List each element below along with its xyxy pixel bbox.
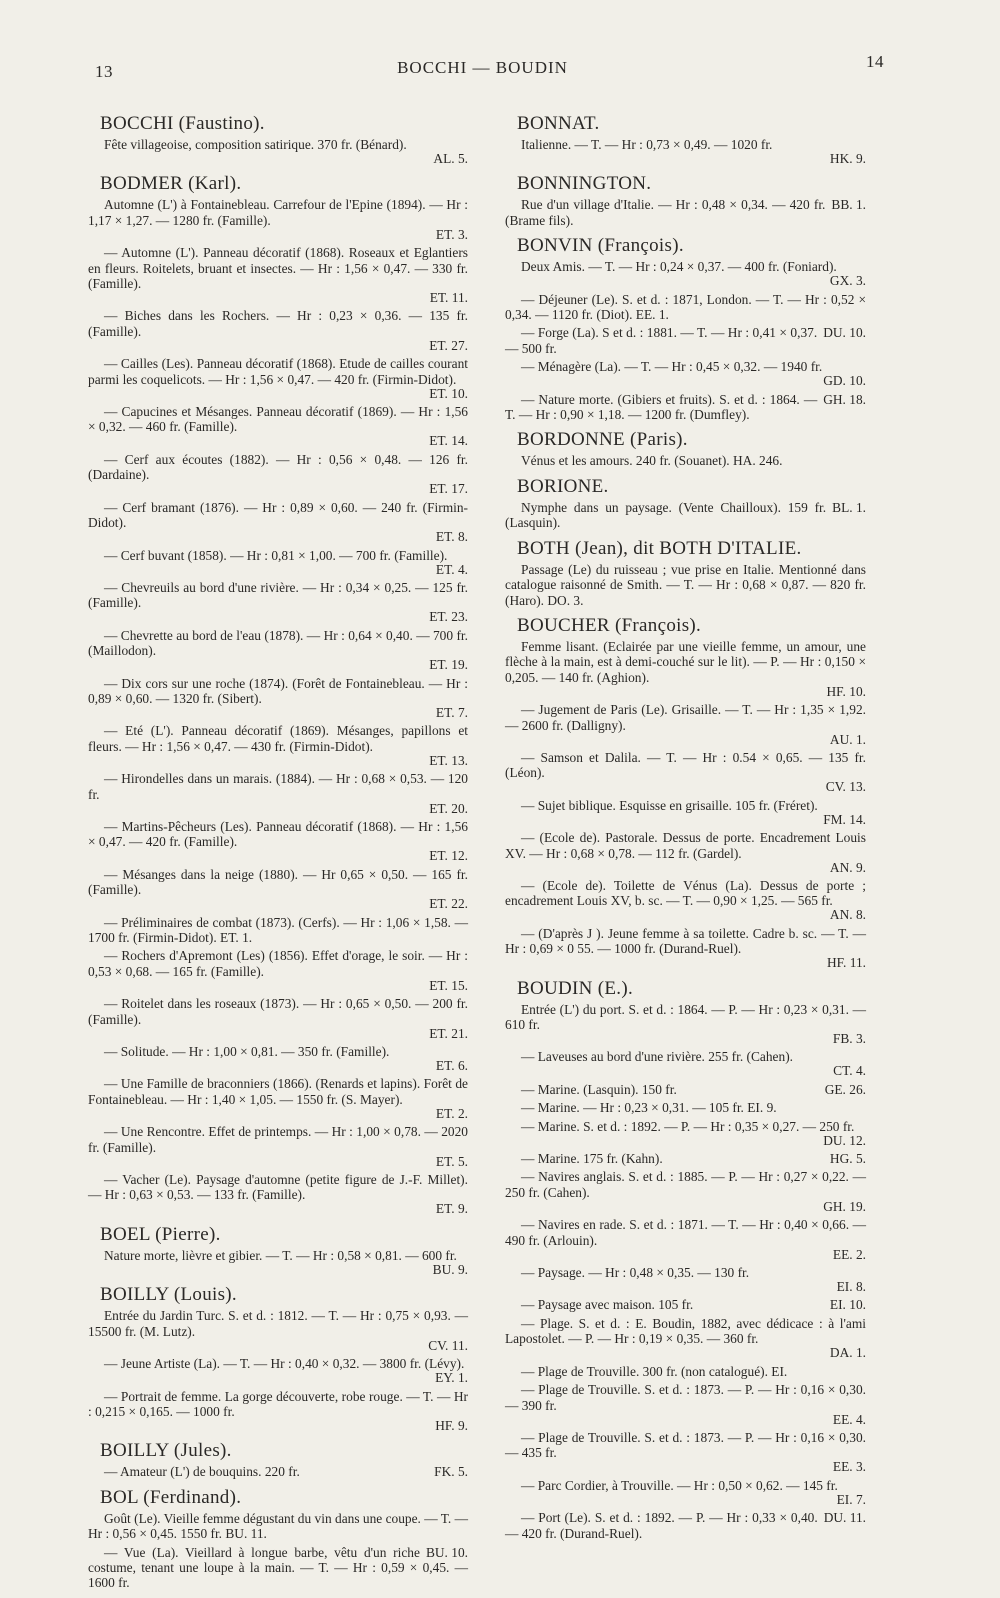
sale-reference: DU. 11. [823,1510,866,1526]
sale-description: — Amateur (L') de bouquins. 220 fr. [104,1464,300,1480]
sale-reference: FB. 3. [832,1031,866,1046]
running-head [95,52,884,84]
artist-entry [505,113,868,166]
sale-description: — Vacher (Le). Paysage d'automne (petite figure de J.-F. Millet). — Hr : 0,63 × 0,53. — 133 fr. (Famille). [88,1172,468,1203]
sale-record [505,830,868,875]
sale-record [505,1430,868,1475]
sale-reference: DU. 12. [823,1132,866,1148]
sale-record [505,1316,868,1361]
sale-reference: HF. 9. [435,1417,468,1433]
sale-record [505,325,868,356]
sale-reference: EY. 1. [435,1370,468,1386]
artist-name: BOCCHI (Faustino). [100,113,265,134]
sale-description: — Nature morte. (Gibiers et fruits). S. et d. : 1864. — T. — Hr : 0,90 × 1,18. — 1200 fr. (Dumfley). [505,391,818,423]
sale-record [505,197,868,228]
sale-reference: HG. 5. [829,1151,866,1167]
sale-description: Femme lisant. (Eclairée par une vieille femme, un amour, une flèche à la main, est à demi-couché sur le lit). — P. — Hr : 0,150 × 0,205. — 140 fr. (Aghion). [505,638,866,685]
sale-record [505,878,868,923]
sale-description: — Marine. — Hr : 0,23 × 0,31. — 105 fr. EI. 9. [521,1100,777,1116]
sale-description: — Capucines et Mésanges. Panneau décoratif (1869). — Hr : 1,56 × 0,32. — 460 fr. (Famille). [88,404,468,435]
artist-entry [505,538,868,608]
sale-record [88,996,470,1041]
artist-entry [88,113,470,166]
artist-entry [88,1284,470,1433]
sale-reference: ET. 9. [435,1201,468,1217]
sale-reference: EI. 8. [836,1279,866,1295]
sale-record [505,1082,868,1097]
sale-description: — Chevreuils au bord d'une rivière. — Hr : 0,34 × 0,25. — 125 fr. (Famille). [88,579,468,611]
sale-reference: ET. 6. [435,1058,468,1074]
sale-reference: GH. 19. [823,1198,866,1214]
sale-description: — Ménagère (La). — T. — Hr : 0,45 × 0,32. — 1940 fr. [521,359,823,375]
sale-record [505,1364,868,1379]
sale-description: — Roitelet dans les roseaux (1873). — Hr : 0,65 × 0,50. — 200 fr. (Famille). [88,996,468,1027]
sale-record [88,1389,470,1434]
sale-record [88,867,470,912]
artist-name: BONNINGTON. [517,173,652,195]
sale-reference: BU. 9. [432,1261,468,1277]
sale-record [88,197,470,242]
sale-record [88,1044,470,1073]
sale-reference: BB. 1. [831,197,866,213]
sale-description: — Martins-Pêcheurs (Les). Panneau décoratif (1868). — Hr : 1,56 × 0,47. — 420 fr. (Famille). [88,818,468,850]
sale-record [505,926,868,971]
sale-record [88,915,470,946]
sale-reference: BL. 1. [832,499,866,515]
sale-record [505,259,868,288]
sale-record [88,308,470,353]
sale-description: Vénus et les amours. 240 fr. (Souanet). HA. 246. [521,453,783,469]
sale-record [505,750,868,795]
sale-record [88,819,470,864]
sale-reference: FM. 14. [823,811,866,827]
sale-reference: ET. 7. [435,704,468,720]
sale-description: Passage (Le) du ruisseau ; vue prise en Italie. Mentionné dans catalogue raisonné de Smith. — T. — Hr : 0,68 × 0,87. — 820 fr. (Haro). DO. 3. [505,561,866,608]
sale-description: — Marine. 175 fr. (Kahn). [521,1151,663,1167]
page-number-left: 13 [95,62,113,81]
artist-name: BOUDIN (E.). [517,977,633,999]
artist-name: BOL (Ferdinand). [100,1486,242,1508]
sale-description: — Plage de Trouville. 300 fr. (non catalogué). EI. [521,1363,788,1379]
sale-description: Italienne. — T. — Hr : 0,73 × 0,49. — 1020 fr. [521,137,773,152]
sale-record [505,562,868,608]
artist-name: BORDONNE (Paris). [517,429,688,451]
sale-reference: GD. 10. [823,373,866,389]
sale-description: Goût (Le). Vieille femme dégustant du vin dans une coupe. — T. — Hr : 0,56 × 0,45. 1550 fr. BU. 11. [88,1510,469,1542]
sale-description: — Marine. (Lasquin). 150 fr. [521,1081,677,1097]
sale-record [505,500,868,531]
artist-name: BOUCHER (François). [517,614,702,636]
sale-record [88,500,470,545]
sale-reference: ET. 22. [429,896,468,912]
sale-reference: ET. 14. [429,433,468,449]
sale-description: — Hirondelles dans un marais. (1884). — Hr : 0,68 × 0,53. — 120 fr. [88,771,468,802]
sale-reference: ET. 23. [429,609,468,625]
sale-record [505,1265,868,1294]
sale-description: — Laveuses au bord d'une rivière. 255 fr. (Cahen). [521,1049,793,1065]
sale-reference: CV. 11. [428,1337,468,1353]
sale-reference: EE. 4. [832,1411,866,1427]
sale-record [505,1100,868,1115]
sale-description: — Une Rencontre. Effet de printemps. — Hr : 1,00 × 0,78. — 2020 fr. (Famille). [88,1124,468,1155]
sale-reference: HF. 10. [826,683,866,699]
left-column [88,113,470,1598]
sale-reference: HF. 11. [827,955,866,971]
sale-description: Entrée (L') du port. S. et d. : 1864. — P. — Hr : 0,23 × 0,31. — 610 fr. [505,1001,866,1032]
sale-reference: ET. 11. [429,290,468,306]
sale-reference: ET. 19. [429,657,468,673]
sale-description: Automne (L') à Fontainebleau. Carrefour de l'Epine (1894). — Hr : 1,17 × 1,27. — 1280 fr. (Famille). [88,197,468,228]
sale-description: — Mésanges dans la neige (1880). — Hr 0,65 × 0,50. — 165 fr. (Famille). [88,866,468,898]
sale-description: — Chevrette au bord de l'eau (1878). — Hr : 0,64 × 0,40. — 700 fr. (Maillodon). [88,627,468,659]
artist-name: BOILLY (Jules). [100,1440,232,1462]
sale-description: — Portrait de femme. La gorge découverte, robe rouge. — T. — Hr : 0,215 × 0,165. — 1000 fr. [88,1388,468,1419]
sale-description: — Paysage avec maison. 105 fr. [521,1297,694,1313]
sale-record [88,548,470,577]
sale-description: — Navires en rade. S. et d. : 1871. — T. — Hr : 0,40 × 0,66. — 490 fr. (Arlouin). [505,1217,866,1248]
sale-record [88,771,470,816]
sale-reference: DU. 10. [823,325,866,341]
sale-record [505,639,868,699]
sale-record [88,245,470,305]
sale-reference: HK. 9. [829,151,866,166]
sale-record [505,453,868,468]
artist-entry [88,1487,470,1591]
artist-name: BOILLY (Louis). [100,1284,237,1306]
sale-reference: ET. 10. [429,385,468,401]
sale-reference: EI. 7. [836,1491,866,1507]
sale-record [88,1356,470,1385]
sale-reference: ET. 2. [435,1105,468,1121]
sale-record [505,1169,868,1214]
sale-description: — Marine. S. et d. : 1892. — P. — Hr : 0,35 × 0,27. — 250 fr. [521,1118,855,1134]
sale-description: — Solitude. — Hr : 1,00 × 0,81. — 350 fr. (Famille). [104,1044,390,1060]
sale-reference: ET. 4. [435,561,468,577]
sale-description: — Cailles (Les). Panneau décoratif (1868). Etude de cailles courant parmi les coquelicots. — Hr : 1,56 × 0,47. — 420 fr. (Firmin-Didot). [88,356,468,387]
sale-reference: ET. 15. [429,977,468,993]
sale-record [88,580,470,625]
sale-description: — (Ecole de). Pastorale. Dessus de porte. Encadrement Louis XV. — Hr : 0,68 × 0,78. — 112 fr. (Gardel). [505,830,866,861]
sale-record [88,452,470,497]
artist-entry [505,615,868,971]
sale-record [88,1248,470,1277]
sale-record [88,137,470,166]
artist-entry [505,235,868,422]
sale-record [88,1308,470,1353]
sale-record [88,628,470,673]
running-title: BOCCHI — BOUDIN [397,58,568,77]
artist-entry [505,173,868,228]
sale-reference: AL. 5. [433,151,468,166]
artist-name: BONVIN (François). [517,235,684,257]
sale-description: — Paysage. — Hr : 0,48 × 0,35. — 130 fr. [521,1265,750,1281]
sale-reference: ET. 27. [429,337,468,353]
sale-record [505,798,868,827]
sale-description: — Plage de Trouville. S. et d. : 1873. — P. — Hr : 0,16 × 0,30. — 435 fr. [505,1429,866,1461]
sale-description: — Biches dans les Rochers. — Hr : 0,23 × 0,36. — 135 fr. (Famille). [88,308,468,339]
sale-description: — Une Famille de braconniers (1866). (Renards et lapins). Forêt de Fontainebleau. — Hr : 1,40 × 1,05. — 1550 fr. (S. Mayer). [88,1076,468,1107]
artist-name: BOTH (Jean), dit BOTH D'ITALIE. [517,537,802,559]
sale-record [505,359,868,388]
sale-record [88,1545,470,1591]
sale-record [505,1002,868,1047]
sale-record [88,1511,470,1542]
sale-record [505,1119,868,1148]
sale-record [88,1124,470,1169]
sale-reference: EI. 10. [829,1297,866,1313]
sale-description: — Dix cors sur une roche (1874). (Forêt de Fontainebleau. — Hr : 0,89 × 0,60. — 1320 fr. (Sibert). [88,675,468,706]
artist-entry [88,1440,470,1479]
sale-record [88,1172,470,1217]
right-column [505,113,868,1548]
sale-record [505,137,868,166]
sale-reference: GH. 18. [823,391,866,407]
sale-description: — Déjeuner (Le). S. et d. : 1871, London. — T. — Hr : 0,52 × 0,34. — 1120 fr. (Diot). EE. 1. [505,291,866,323]
artist-name: BONNAT. [517,113,600,134]
page-number-right: 14 [866,52,884,71]
sale-description: — (Ecole de). Toilette de Vénus (La). Dessus de porte ; encadrement Louis XV, b. sc. — T. — 0,90 × 1,25. — 565 fr. [505,877,866,909]
sale-record [505,1217,868,1262]
sale-description: — Cerf buvant (1858). — Hr : 0,81 × 1,00. — 700 fr. (Famille). [104,547,448,563]
sale-reference: FK. 5. [434,1464,468,1480]
sale-description: — Préliminaires de combat (1873). (Cerfs). — Hr : 1,06 × 1,58. — 1700 fr. (Firmin-Didot). ET. 1. [88,914,468,945]
sale-record [88,1076,470,1121]
artist-entry [505,978,868,1541]
sale-description: — Cerf aux écoutes (1882). — Hr : 0,56 × 0,48. — 126 fr. (Dardaine). [88,451,468,483]
sale-record [505,1478,868,1507]
sale-reference: EE. 2. [832,1246,866,1262]
sale-record [505,392,868,423]
sale-reference: ET. 3. [435,226,468,242]
sale-description: — Vue (La). Vieillard à longue barbe, vêtu d'un riche costume, tenant une loupe à la main. — T. — Hr : 0,59 × 0,45. — 1600 fr. [88,1544,468,1591]
sale-reference: CT. 4. [833,1063,866,1079]
sale-reference: AN. 8. [829,907,866,923]
sale-record [88,356,470,401]
sale-description: — Plage de Trouville. S. et d. : 1873. — P. — Hr : 0,16 × 0,30. — 390 fr. [505,1382,866,1413]
sale-reference: ET. 20. [429,800,468,816]
sale-description: — Sujet biblique. Esquisse en grisaille. 105 fr. (Fréret). [521,797,818,813]
artist-entry [88,173,470,1216]
sale-description: — Parc Cordier, à Trouville. — Hr : 0,50 × 0,62. — 145 fr. [521,1477,838,1493]
sale-reference: ET. 8. [435,529,468,545]
sale-reference: GE. 26. [824,1081,866,1097]
sale-record [505,1049,868,1078]
sale-reference: EE. 3. [832,1459,866,1475]
sale-description: — Samson et Dalila. — T. — Hr : 0.54 × 0,65. — 135 fr. (Léon). [505,749,866,781]
sale-description: — Automne (L'). Panneau décoratif (1868). Roseaux et Eglantiers en fleurs. Roitelets, bruant et insectes. — Hr : 1,56 × 0,47. — 330 fr. (Famille). [88,245,468,292]
artist-name: BODMER (Karl). [100,173,242,195]
sale-reference: ET. 17. [429,481,468,497]
sale-description: — Jugement de Paris (Le). Grisaille. — T. — Hr : 1,35 × 1,92. — 2600 fr. (Dalligny). [505,702,866,733]
sale-description: Nature morte, lièvre et gibier. — T. — Hr : 0,58 × 0,81. — 600 fr. [104,1247,457,1263]
artist-entry [88,1224,470,1277]
sale-reference: ET. 12. [429,848,468,864]
sale-description: — Forge (La). S et d. : 1881. — T. — Hr : 0,41 × 0,37. — 500 fr. [505,325,818,356]
sale-record [505,1151,868,1166]
sale-reference: AU. 1. [829,731,866,747]
sale-record [88,404,470,449]
sale-reference: ET. 13. [429,752,468,768]
sale-description: Fête villageoise, composition satirique. 370 fr. (Bénard). [104,137,407,152]
sale-record [505,702,868,747]
sale-record [88,723,470,768]
sale-record [88,676,470,721]
sale-description: — Plage. S. et d. : E. Boudin, 1882, avec dédicace : à l'ami Lapostolet. — P. — Hr : 0,19 × 0,35. — 360 fr. [505,1315,866,1347]
artist-name: BOEL (Pierre). [100,1223,221,1245]
sale-record [505,1297,868,1312]
sale-reference: DA. 1. [829,1345,866,1361]
sale-reference: ET. 21. [429,1025,468,1041]
sale-description: — Navires anglais. S. et d. : 1885. — P. — Hr : 0,27 × 0,22. — 250 fr. (Cahen). [505,1169,866,1200]
sale-record [505,292,868,323]
sale-description: Rue d'un village d'Italie. — Hr : 0,48 × 0,34. — 420 fr. (Brame fils). [505,197,826,228]
sale-record [88,1464,470,1479]
sale-description: — Rochers d'Apremont (Les) (1856). Effet d'orage, le soir. — Hr : 0,53 × 0,68. — 165 fr. (Famille). [88,948,468,979]
sale-reference: BU. 10. [425,1544,468,1560]
sale-record [505,1510,868,1541]
sale-description: Entrée du Jardin Turc. S. et d. : 1812. — T. — Hr : 0,75 × 0,93. — 15500 fr. (M. Lutz). [88,1308,468,1339]
sale-description: — Jeune Artiste (La). — T. — Hr : 0,40 × 0,32. — 3800 fr. (Lévy). [104,1356,465,1372]
sale-reference: GX. 3. [829,273,866,289]
sale-description: — Eté (L'). Panneau décoratif (1869). Mésanges, papillons et fleurs. — Hr : 1,56 × 0,47. — 430 fr. (Firmin-Didot). [88,723,468,754]
sale-description: Nymphe dans un paysage. (Vente Chailloux). 159 fr. (Lasquin). [505,499,827,531]
sale-record [88,948,470,993]
sale-record [505,1382,868,1427]
sale-reference: ET. 5. [435,1153,468,1169]
sale-description: Deux Amis. — T. — Hr : 0,24 × 0,37. — 400 fr. (Foniard). [521,259,837,275]
sale-description: — Port (Le). S. et d. : 1892. — P. — Hr : 0,33 × 0,40. — 420 fr. (Durand-Ruel). [505,1510,818,1541]
sale-reference: AN. 9. [829,859,866,875]
artist-entry [505,476,868,531]
artist-name: BORIONE. [517,475,609,497]
sale-description: — Cerf bramant (1876). — Hr : 0,89 × 0,60. — 240 fr. (Firmin-Didot). [88,499,468,531]
sale-reference: CV. 13. [825,779,866,795]
artist-entry [505,429,868,468]
sale-description: — (D'après J ). Jeune femme à sa toilette. Cadre b. sc. — T. — Hr : 0,69 × 0 55. — 1000 fr. (Durand-Ruel). [505,925,866,957]
